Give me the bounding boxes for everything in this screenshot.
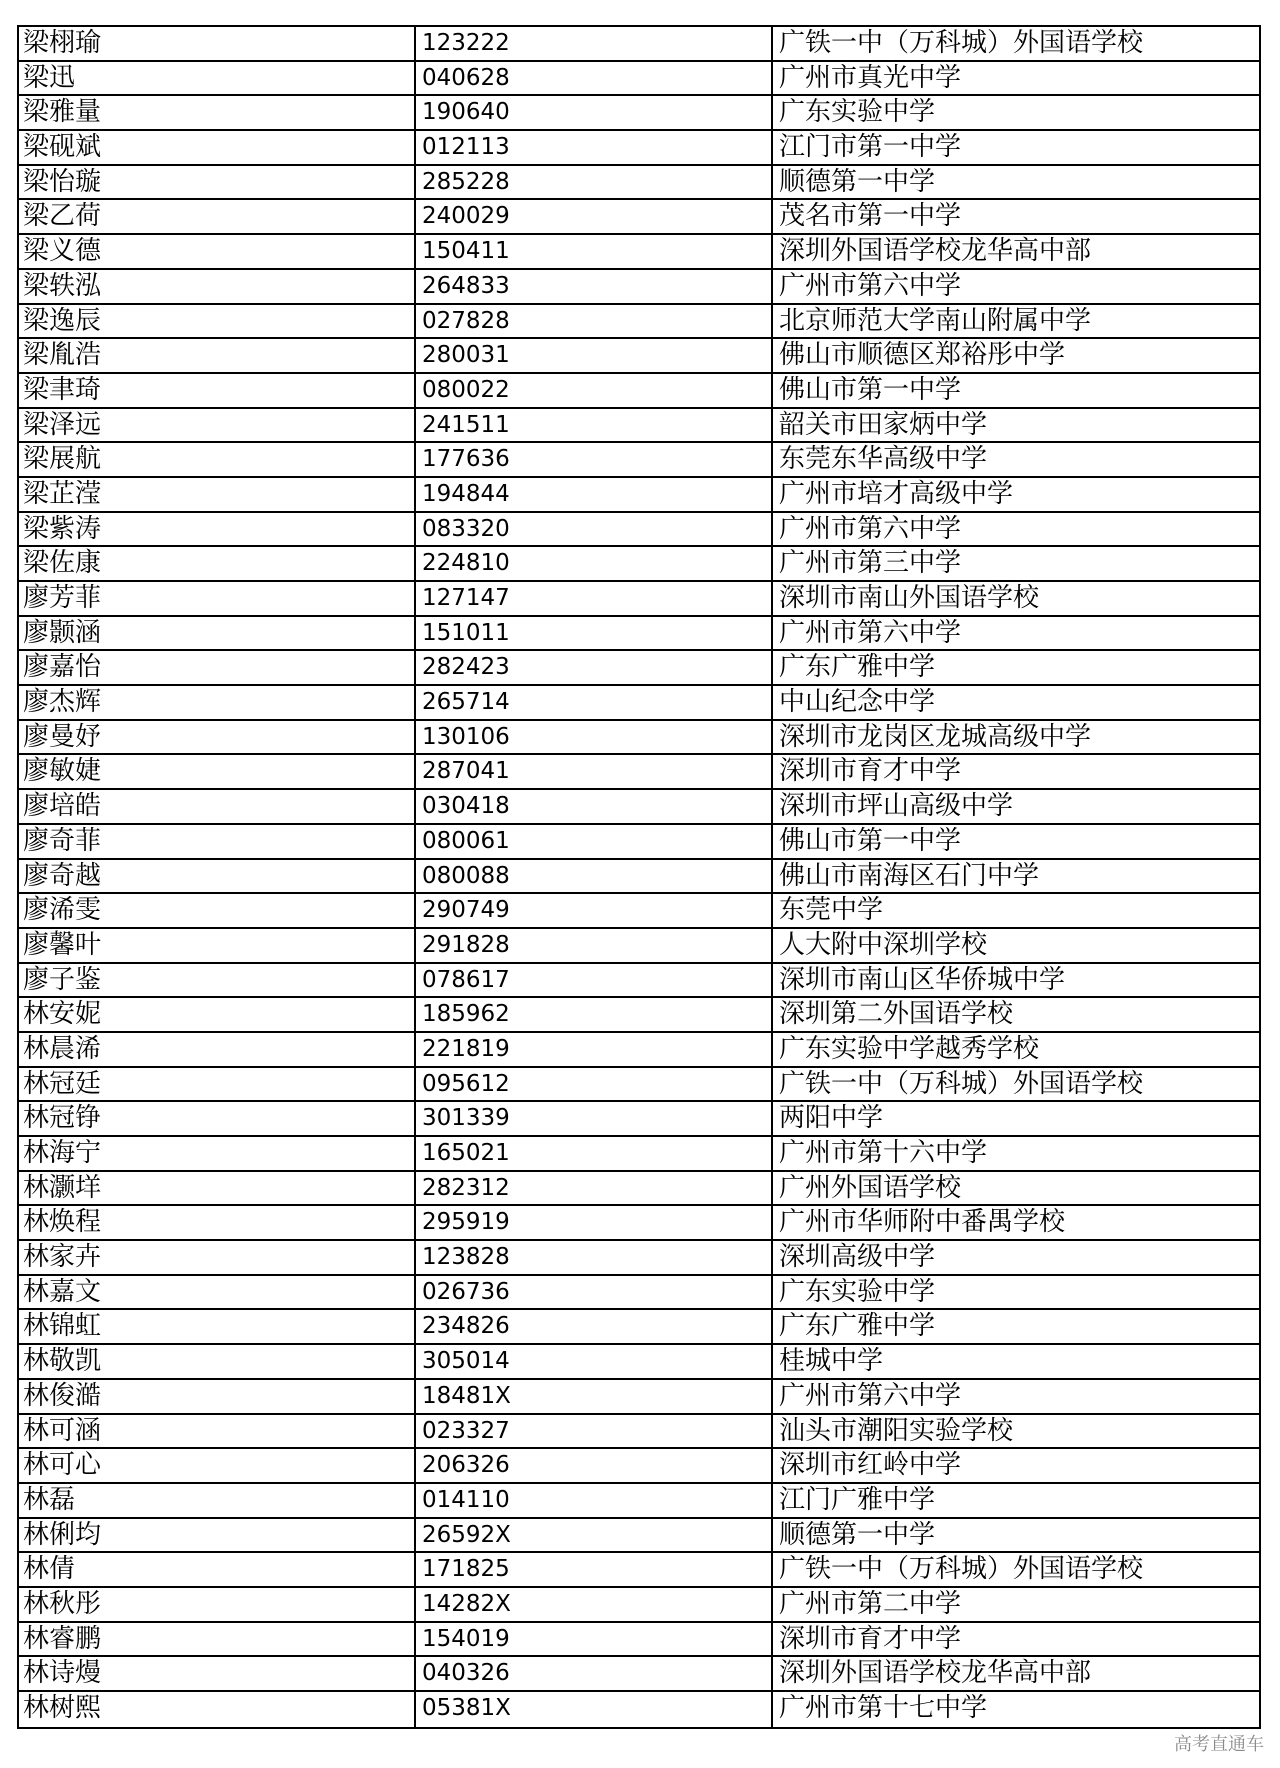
id-cell: 171825 <box>416 1553 773 1586</box>
table-row <box>19 513 1259 548</box>
id-cell: 221819 <box>416 1033 773 1066</box>
name-cell: 梁栩瑜 <box>19 27 416 60</box>
school-cell: 广东实验中学 <box>779 1276 936 1307</box>
school-cell: 深圳市南山外国语学校 <box>779 583 1040 613</box>
name-cell: 廖奇菲 <box>19 825 416 858</box>
table-row <box>19 409 1259 444</box>
name-cell: 廖浠雯 <box>19 894 416 927</box>
table-row <box>19 998 1259 1033</box>
id-cell: 095612 <box>416 1068 773 1101</box>
table-row <box>19 1033 1259 1068</box>
school-cell: 佛山市南海区石门中学 <box>779 860 1040 891</box>
name-cell: 梁泽远 <box>19 409 416 442</box>
table-row <box>19 790 1259 825</box>
table-row <box>19 305 1259 340</box>
id-cell: 083320 <box>416 513 773 546</box>
id-cell: 026736 <box>416 1276 773 1309</box>
table-row <box>19 1553 1259 1588</box>
table-row <box>19 964 1259 999</box>
table-row <box>19 62 1259 97</box>
id-cell: 080022 <box>416 374 773 407</box>
id-cell: 027828 <box>416 305 773 338</box>
id-cell: 285228 <box>416 166 773 199</box>
id-cell: 282312 <box>416 1172 773 1205</box>
school-cell: 江门市第一中学 <box>779 132 962 163</box>
name-cell: 林海宁 <box>19 1137 416 1170</box>
id-cell: 185962 <box>416 998 773 1031</box>
name-cell: 梁逸辰 <box>19 305 416 338</box>
table-row <box>19 1519 1259 1554</box>
school-cell: 深圳市红岭中学 <box>779 1450 962 1481</box>
table-row <box>19 1692 1259 1727</box>
student-table <box>17 25 1261 1729</box>
name-cell: 廖颢涵 <box>19 617 416 650</box>
table-row <box>19 1415 1259 1450</box>
school-cell: 广东实验中学越秀学校 <box>779 1033 1040 1064</box>
name-cell: 廖嘉怡 <box>19 651 416 684</box>
id-cell: 030418 <box>416 790 773 823</box>
table-row <box>19 651 1259 686</box>
name-cell: 廖奇越 <box>19 860 416 893</box>
school-cell: 佛山市第一中学 <box>779 825 962 856</box>
id-cell: 14282X <box>416 1588 773 1621</box>
table-row <box>19 443 1259 478</box>
id-cell: 150411 <box>416 235 773 268</box>
name-cell: 林秋彤 <box>19 1588 416 1621</box>
id-cell: 080061 <box>416 825 773 858</box>
school-cell: 中山纪念中学 <box>779 687 936 718</box>
id-cell: 234826 <box>416 1310 773 1343</box>
id-cell: 18481X <box>416 1380 773 1413</box>
school-cell: 佛山市第一中学 <box>779 374 962 405</box>
table-row <box>19 860 1259 895</box>
school-cell: 广州市第十六中学 <box>779 1138 988 1168</box>
name-cell: 廖杰辉 <box>19 686 416 719</box>
school-cell: 深圳市龙岗区龙城高级中学 <box>779 721 1092 752</box>
name-cell: 梁义德 <box>19 235 416 268</box>
id-cell: 078617 <box>416 964 773 997</box>
id-cell: 194844 <box>416 478 773 511</box>
name-cell: 林可涵 <box>19 1415 416 1448</box>
table-row <box>19 825 1259 860</box>
id-cell: 023327 <box>416 1415 773 1448</box>
table-row <box>19 547 1259 582</box>
table-row <box>19 1623 1259 1658</box>
name-cell: 林倩 <box>19 1553 416 1586</box>
school-cell: 深圳市坪山高级中学 <box>779 791 1014 822</box>
name-cell: 林睿鹏 <box>19 1623 416 1656</box>
id-cell: 301339 <box>416 1102 773 1135</box>
id-cell: 240029 <box>416 200 773 233</box>
table-row <box>19 582 1259 617</box>
name-cell: 廖敏婕 <box>19 755 416 788</box>
table-row <box>19 200 1259 235</box>
school-cell: 汕头市潮阳实验学校 <box>779 1415 1014 1446</box>
name-cell: 梁佐康 <box>19 547 416 580</box>
name-cell: 林灏垟 <box>19 1172 416 1205</box>
name-cell: 梁迅 <box>19 62 416 95</box>
name-cell: 梁乙荷 <box>19 200 416 233</box>
id-cell: 295919 <box>416 1206 773 1239</box>
table-row <box>19 1137 1259 1172</box>
id-cell: 224810 <box>416 547 773 580</box>
id-cell: 123222 <box>416 27 773 60</box>
name-cell: 林冠廷 <box>19 1068 416 1101</box>
id-cell: 154019 <box>416 1623 773 1656</box>
table-row <box>19 1310 1259 1345</box>
name-cell: 林可心 <box>19 1449 416 1482</box>
id-cell: 040628 <box>416 62 773 95</box>
name-cell: 梁芷滢 <box>19 478 416 511</box>
name-cell: 廖馨叶 <box>19 929 416 962</box>
table-row <box>19 1241 1259 1276</box>
table-row <box>19 27 1259 62</box>
school-cell: 深圳市南山区华侨城中学 <box>779 964 1066 995</box>
name-cell: 林冠铮 <box>19 1102 416 1135</box>
school-cell: 东莞中学 <box>779 895 884 926</box>
id-cell: 190640 <box>416 96 773 129</box>
name-cell: 林家卉 <box>19 1241 416 1274</box>
school-cell: 广铁一中（万科城）外国语学校 <box>779 1068 1144 1099</box>
school-cell: 深圳市育才中学 <box>779 1623 962 1654</box>
id-cell: 206326 <box>416 1449 773 1482</box>
school-cell: 顺德第一中学 <box>779 166 936 197</box>
school-cell: 广州市第十七中学 <box>779 1693 988 1723</box>
table-row <box>19 755 1259 790</box>
name-cell: 林晨浠 <box>19 1033 416 1066</box>
id-cell: 165021 <box>416 1137 773 1170</box>
id-cell: 05381X <box>416 1692 773 1727</box>
school-cell: 广州市第六中学 <box>779 513 962 544</box>
school-cell: 广州市第六中学 <box>779 617 962 648</box>
name-cell: 廖芳菲 <box>19 582 416 615</box>
table-row <box>19 1484 1259 1519</box>
id-cell: 130106 <box>416 721 773 754</box>
id-cell: 291828 <box>416 929 773 962</box>
id-cell: 080088 <box>416 860 773 893</box>
school-cell: 广州市第六中学 <box>779 1380 962 1411</box>
table-row <box>19 1102 1259 1137</box>
table-row <box>19 235 1259 270</box>
table-row <box>19 617 1259 652</box>
id-cell: 241511 <box>416 409 773 442</box>
id-cell: 014110 <box>416 1484 773 1517</box>
name-cell: 梁展航 <box>19 443 416 476</box>
id-cell: 305014 <box>416 1345 773 1378</box>
table-row <box>19 96 1259 131</box>
school-cell: 韶关市田家炳中学 <box>779 409 988 440</box>
table-row <box>19 270 1259 305</box>
school-cell: 广东广雅中学 <box>779 652 936 683</box>
table-row <box>19 166 1259 201</box>
school-cell: 东莞东华高级中学 <box>779 444 988 475</box>
table-row <box>19 478 1259 513</box>
table-row <box>19 1172 1259 1207</box>
name-cell: 林锦虹 <box>19 1310 416 1343</box>
school-cell: 深圳外国语学校龙华高中部 <box>779 236 1092 267</box>
id-cell: 290749 <box>416 894 773 927</box>
name-cell: 林安妮 <box>19 998 416 1031</box>
name-cell: 廖子鉴 <box>19 964 416 997</box>
name-cell: 林磊 <box>19 1484 416 1517</box>
table-row <box>19 1276 1259 1311</box>
name-cell: 林焕程 <box>19 1206 416 1239</box>
name-cell: 林俐均 <box>19 1519 416 1552</box>
school-cell: 广东实验中学 <box>779 97 936 128</box>
name-cell: 梁胤浩 <box>19 339 416 372</box>
id-cell: 26592X <box>416 1519 773 1552</box>
school-cell: 广铁一中（万科城）外国语学校 <box>779 28 1144 58</box>
table-row <box>19 1588 1259 1623</box>
name-cell: 林诗熳 <box>19 1657 416 1690</box>
name-cell: 梁雅量 <box>19 96 416 129</box>
watermark: 高考直通车 <box>1174 1734 1264 1755</box>
school-cell: 广州市第二中学 <box>779 1588 962 1619</box>
name-cell: 廖培皓 <box>19 790 416 823</box>
school-cell: 广州市真光中学 <box>779 62 962 93</box>
school-cell: 茂名市第一中学 <box>779 201 962 232</box>
table-row <box>19 686 1259 721</box>
id-cell: 287041 <box>416 755 773 788</box>
id-cell: 265714 <box>416 686 773 719</box>
school-cell: 广东广雅中学 <box>779 1311 936 1342</box>
table-row <box>19 894 1259 929</box>
name-cell: 梁聿琦 <box>19 374 416 407</box>
id-cell: 282423 <box>416 651 773 684</box>
school-cell: 桂城中学 <box>779 1346 884 1377</box>
id-cell: 040326 <box>416 1657 773 1690</box>
id-cell: 012113 <box>416 131 773 164</box>
school-cell: 深圳第二外国语学校 <box>779 999 1014 1030</box>
table-row <box>19 1449 1259 1484</box>
name-cell: 梁怡璇 <box>19 166 416 199</box>
name-cell: 梁砚斌 <box>19 131 416 164</box>
school-cell: 广州市华师附中番禺学校 <box>779 1207 1066 1238</box>
id-cell: 127147 <box>416 582 773 615</box>
school-cell: 两阳中学 <box>779 1103 884 1134</box>
table-row <box>19 1345 1259 1380</box>
id-cell: 280031 <box>416 339 773 372</box>
name-cell: 梁轶泓 <box>19 270 416 303</box>
id-cell: 264833 <box>416 270 773 303</box>
table-row <box>19 721 1259 756</box>
school-cell: 北京师范大学南山附属中学 <box>779 305 1092 336</box>
school-cell: 江门广雅中学 <box>779 1484 936 1515</box>
table-row <box>19 374 1259 409</box>
school-cell: 广州外国语学校 <box>779 1172 962 1203</box>
table-row <box>19 131 1259 166</box>
school-cell: 广州市培才高级中学 <box>779 478 1014 509</box>
school-cell: 深圳市育才中学 <box>779 756 962 787</box>
name-cell: 林敬凯 <box>19 1345 416 1378</box>
id-cell: 123828 <box>416 1241 773 1274</box>
table-row <box>19 339 1259 374</box>
name-cell: 林树熙 <box>19 1692 416 1727</box>
school-cell: 广铁一中（万科城）外国语学校 <box>779 1554 1144 1585</box>
table-row <box>19 1206 1259 1241</box>
school-cell: 深圳高级中学 <box>779 1242 936 1273</box>
table-row <box>19 1380 1259 1415</box>
id-cell: 177636 <box>416 443 773 476</box>
school-cell: 广州市第三中学 <box>779 548 962 579</box>
school-cell: 顺德第一中学 <box>779 1519 936 1550</box>
table-row <box>19 1068 1259 1103</box>
name-cell: 林嘉文 <box>19 1276 416 1309</box>
school-cell: 广州市第六中学 <box>779 270 962 301</box>
table-row <box>19 1657 1259 1692</box>
name-cell: 梁紫涛 <box>19 513 416 546</box>
id-cell: 151011 <box>416 617 773 650</box>
name-cell: 林俊澔 <box>19 1380 416 1413</box>
name-cell: 廖曼妤 <box>19 721 416 754</box>
school-cell: 佛山市顺德区郑裕彤中学 <box>779 340 1066 371</box>
school-cell: 深圳外国语学校龙华高中部 <box>779 1658 1092 1689</box>
table-row <box>19 929 1259 964</box>
school-cell: 人大附中深圳学校 <box>779 929 988 960</box>
